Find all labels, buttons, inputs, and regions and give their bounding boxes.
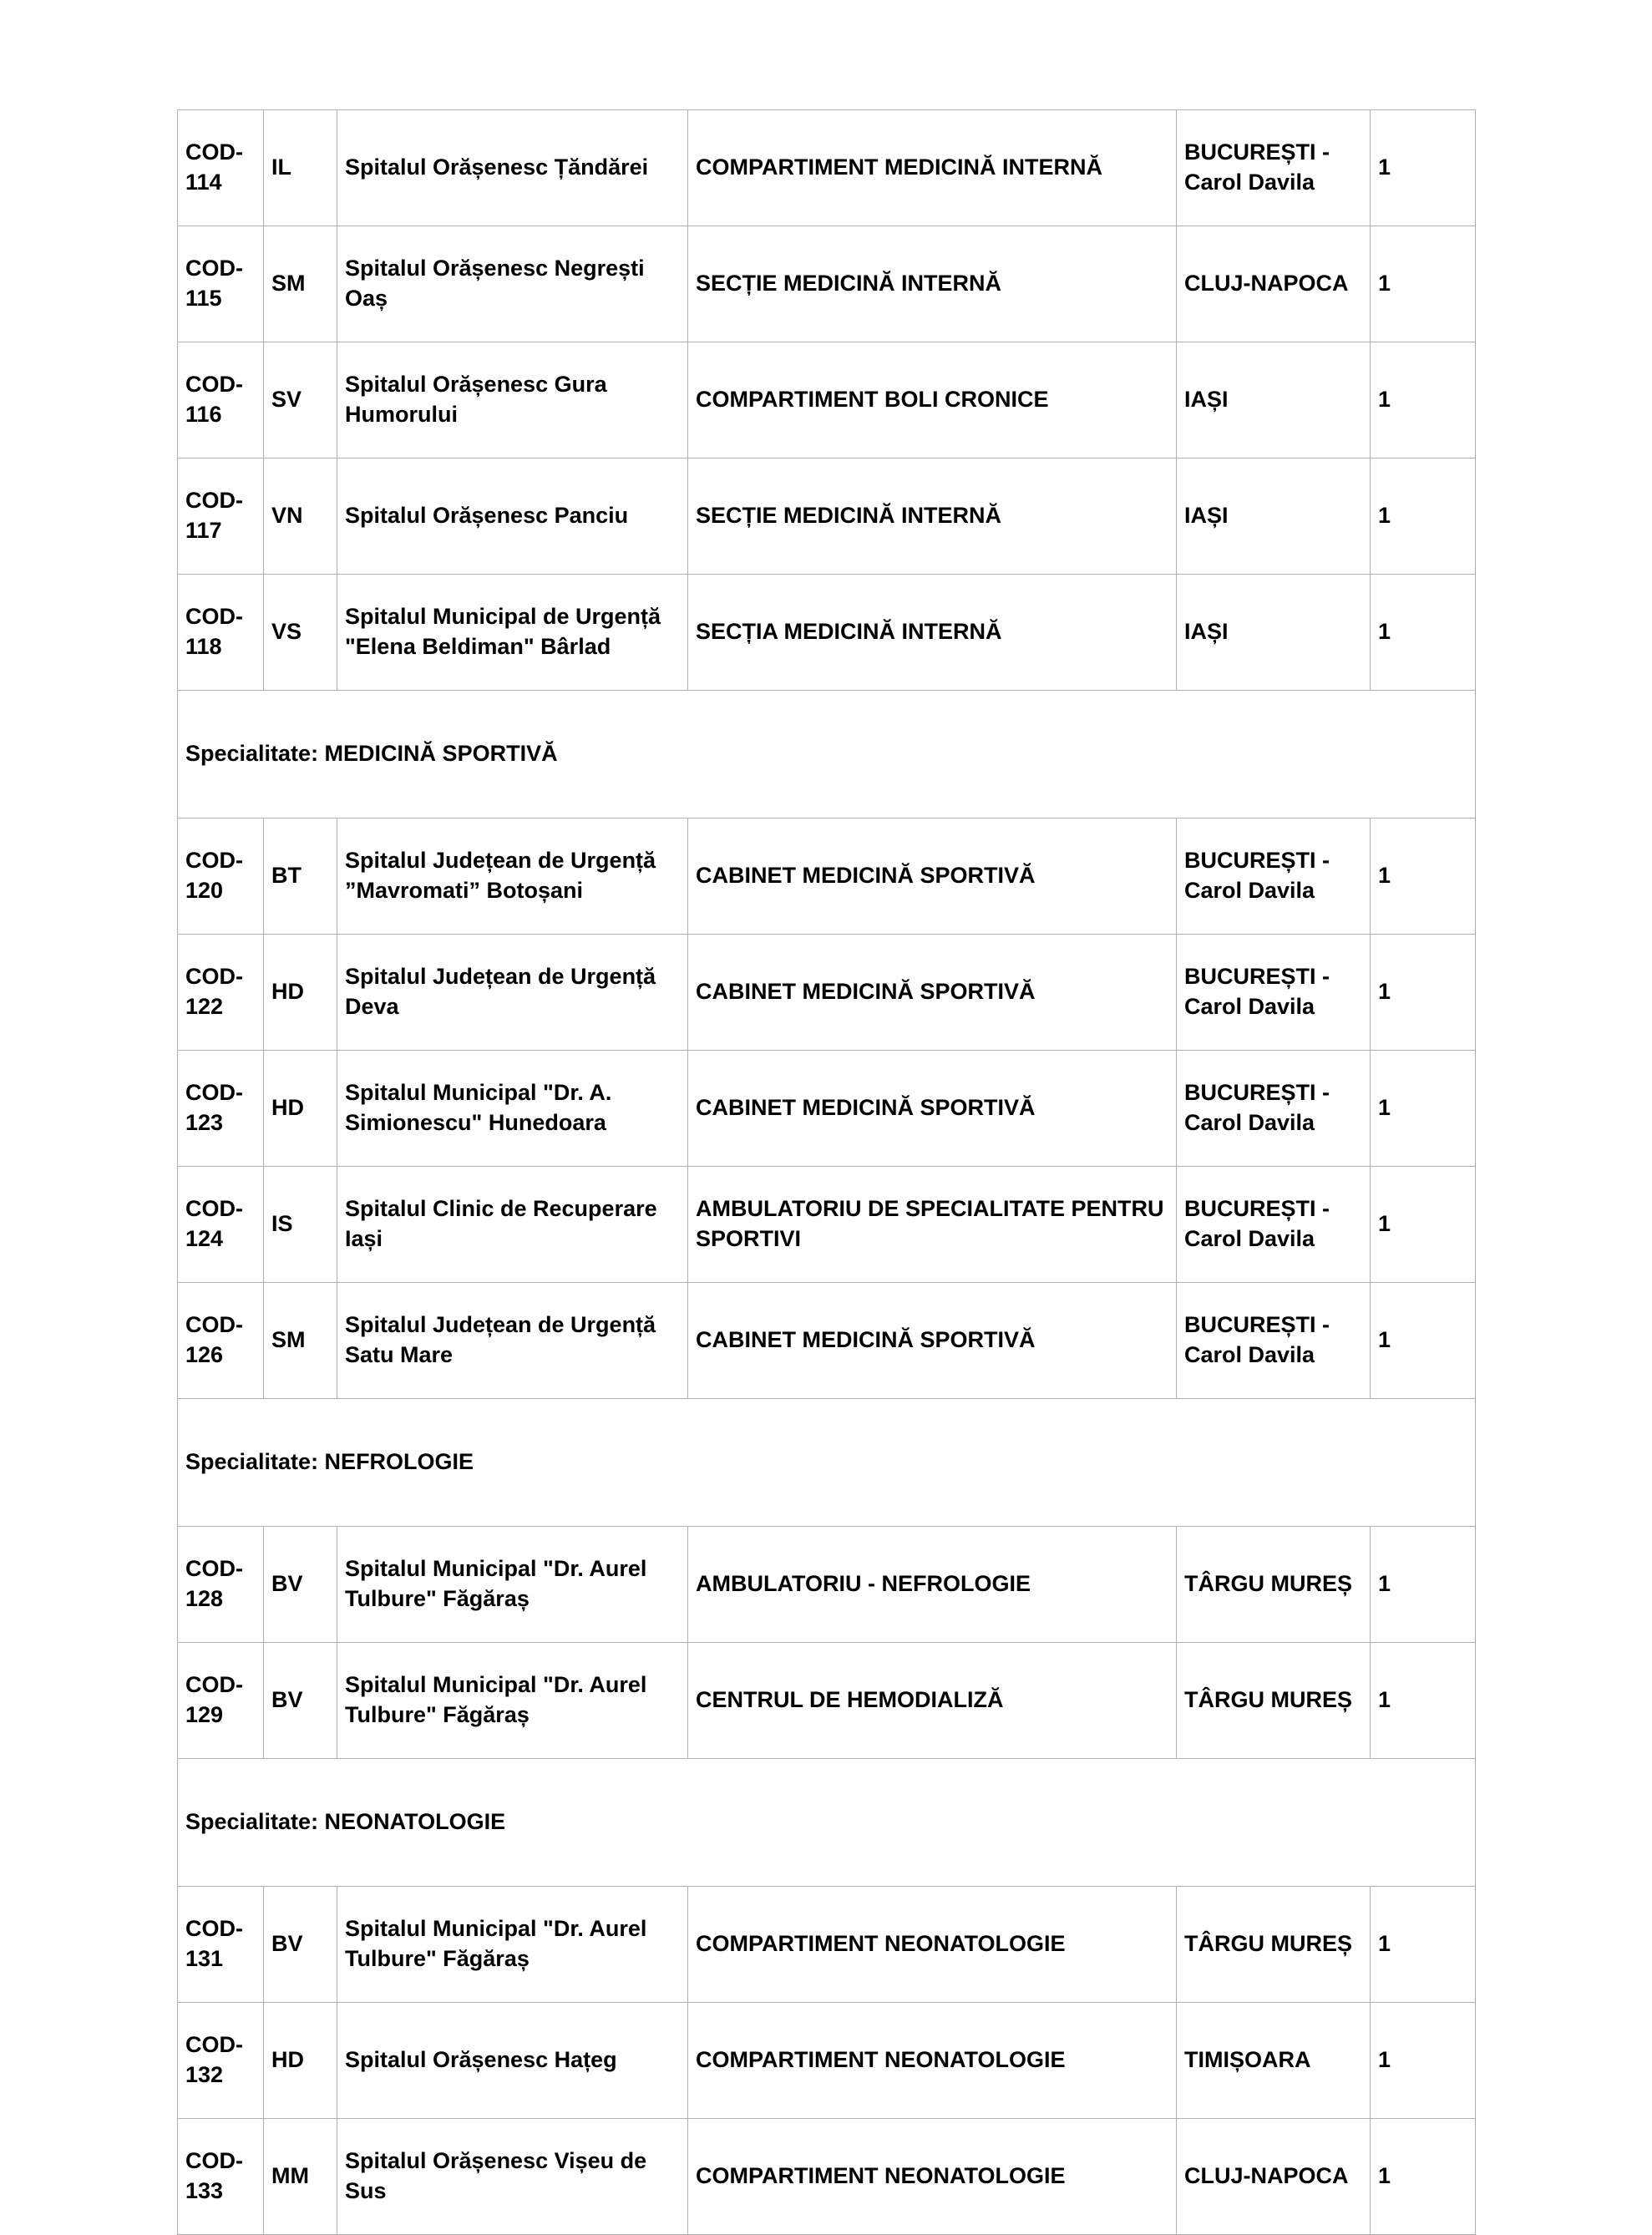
department-cell: CABINET MEDICINĂ SPORTIVĂ (688, 1283, 1177, 1399)
posts-cell: 1 (1371, 1527, 1476, 1643)
center-cell: BUCUREȘTI - Carol Davila (1177, 1167, 1371, 1283)
department-cell: COMPARTIMENT MEDICINĂ INTERNĂ (688, 110, 1177, 226)
hospital-cell: Spitalul Clinic de Recuperare Iași (337, 1167, 688, 1283)
posts-cell: 1 (1371, 575, 1476, 691)
code-cell: COD-128 (178, 1527, 264, 1643)
table-row (178, 1887, 1476, 2003)
county-cell: BV (264, 1887, 337, 2003)
hospital-cell: Spitalul Orășenesc Vișeu de Sus (337, 2119, 688, 2235)
table-row (178, 818, 1476, 935)
center-cell: IAȘI (1177, 575, 1371, 691)
table-row (178, 459, 1476, 575)
posts-cell: 1 (1371, 2119, 1476, 2235)
hospital-cell: Spitalul Județean de Urgență Satu Mare (337, 1283, 688, 1399)
posts-cell: 1 (1371, 342, 1476, 459)
department-cell: AMBULATORIU DE SPECIALITATE PENTRU SPORTIVI (688, 1167, 1177, 1283)
county-cell: BT (264, 818, 337, 935)
hospital-cell: Spitalul Municipal "Dr. Aurel Tulbure" Făgăraș (337, 1887, 688, 2003)
code-cell: COD-132 (178, 2003, 264, 2119)
hospital-cell: Spitalul Orășenesc Negrești Oaș (337, 226, 688, 342)
posts-cell: 1 (1371, 1643, 1476, 1759)
section-row (178, 1399, 1476, 1527)
hospital-cell: Spitalul Orășenesc Gura Humorului (337, 342, 688, 459)
posts-cell: 1 (1371, 2003, 1476, 2119)
specialty-heading: Specialitate: NEFROLOGIE (178, 1399, 1476, 1527)
county-cell: BV (264, 1643, 337, 1759)
posts-cell: 1 (1371, 935, 1476, 1051)
county-cell: MM (264, 2119, 337, 2235)
department-cell: AMBULATORIU - NEFROLOGIE (688, 1527, 1177, 1643)
department-cell: SECȚIE MEDICINĂ INTERNĂ (688, 459, 1177, 575)
hospital-cell: Spitalul Municipal "Dr. Aurel Tulbure" Făgăraș (337, 1643, 688, 1759)
posts-cell: 1 (1371, 1283, 1476, 1399)
county-cell: VN (264, 459, 337, 575)
code-cell: COD-115 (178, 226, 264, 342)
code-cell: COD-116 (178, 342, 264, 459)
hospital-cell: Spitalul Orășenesc Țăndărei (337, 110, 688, 226)
hospital-posts-table (177, 109, 1476, 2235)
table-row (178, 1051, 1476, 1167)
table-row (178, 110, 1476, 226)
county-cell: IS (264, 1167, 337, 1283)
center-cell: BUCUREȘTI - Carol Davila (1177, 818, 1371, 935)
posts-cell: 1 (1371, 818, 1476, 935)
code-cell: COD-133 (178, 2119, 264, 2235)
department-cell: CABINET MEDICINĂ SPORTIVĂ (688, 1051, 1177, 1167)
hospital-cell: Spitalul Județean de Urgență ”Mavromati” Botoșani (337, 818, 688, 935)
hospital-cell: Spitalul Județean de Urgență Deva (337, 935, 688, 1051)
hospital-cell: Spitalul Municipal de Urgență "Elena Beldiman" Bârlad (337, 575, 688, 691)
center-cell: CLUJ-NAPOCA (1177, 2119, 1371, 2235)
section-row (178, 1759, 1476, 1887)
code-cell: COD-131 (178, 1887, 264, 2003)
code-cell: COD-117 (178, 459, 264, 575)
county-cell: HD (264, 1051, 337, 1167)
posts-cell: 1 (1371, 459, 1476, 575)
center-cell: BUCUREȘTI - Carol Davila (1177, 1051, 1371, 1167)
table-row (178, 2119, 1476, 2235)
department-cell: SECȚIE MEDICINĂ INTERNĂ (688, 226, 1177, 342)
department-cell: CABINET MEDICINĂ SPORTIVĂ (688, 935, 1177, 1051)
county-cell: IL (264, 110, 337, 226)
department-cell: CENTRUL DE HEMODIALIZĂ (688, 1643, 1177, 1759)
center-cell: BUCUREȘTI - Carol Davila (1177, 935, 1371, 1051)
center-cell: TÂRGU MUREȘ (1177, 1887, 1371, 2003)
county-cell: SM (264, 1283, 337, 1399)
code-cell: COD-118 (178, 575, 264, 691)
department-cell: COMPARTIMENT BOLI CRONICE (688, 342, 1177, 459)
table-row (178, 1167, 1476, 1283)
hospital-cell: Spitalul Orășenesc Hațeg (337, 2003, 688, 2119)
center-cell: TÂRGU MUREȘ (1177, 1643, 1371, 1759)
table-row (178, 342, 1476, 459)
center-cell: BUCUREȘTI - Carol Davila (1177, 110, 1371, 226)
code-cell: COD-122 (178, 935, 264, 1051)
center-cell: CLUJ-NAPOCA (1177, 226, 1371, 342)
code-cell: COD-120 (178, 818, 264, 935)
table-row (178, 1643, 1476, 1759)
table-row (178, 575, 1476, 691)
code-cell: COD-114 (178, 110, 264, 226)
specialty-heading: Specialitate: NEONATOLOGIE (178, 1759, 1476, 1887)
code-cell: COD-124 (178, 1167, 264, 1283)
county-cell: HD (264, 2003, 337, 2119)
code-cell: COD-126 (178, 1283, 264, 1399)
posts-cell: 1 (1371, 1167, 1476, 1283)
center-cell: BUCUREȘTI - Carol Davila (1177, 1283, 1371, 1399)
table-row (178, 226, 1476, 342)
hospital-cell: Spitalul Municipal "Dr. Aurel Tulbure" Făgăraș (337, 1527, 688, 1643)
department-cell: SECȚIA MEDICINĂ INTERNĂ (688, 575, 1177, 691)
county-cell: SM (264, 226, 337, 342)
table-row (178, 1527, 1476, 1643)
department-cell: COMPARTIMENT NEONATOLOGIE (688, 2003, 1177, 2119)
section-row (178, 691, 1476, 818)
center-cell: TÂRGU MUREȘ (1177, 1527, 1371, 1643)
table-row (178, 2003, 1476, 2119)
posts-cell: 1 (1371, 1887, 1476, 2003)
posts-cell: 1 (1371, 226, 1476, 342)
county-cell: VS (264, 575, 337, 691)
county-cell: SV (264, 342, 337, 459)
code-cell: COD-123 (178, 1051, 264, 1167)
posts-cell: 1 (1371, 110, 1476, 226)
posts-cell: 1 (1371, 1051, 1476, 1167)
county-cell: BV (264, 1527, 337, 1643)
center-cell: IAȘI (1177, 459, 1371, 575)
table-row (178, 1283, 1476, 1399)
department-cell: COMPARTIMENT NEONATOLOGIE (688, 1887, 1177, 2003)
center-cell: TIMIȘOARA (1177, 2003, 1371, 2119)
hospital-cell: Spitalul Municipal "Dr. A. Simionescu" Hunedoara (337, 1051, 688, 1167)
specialty-heading: Specialitate: MEDICINĂ SPORTIVĂ (178, 691, 1476, 818)
table-row (178, 935, 1476, 1051)
hospital-cell: Spitalul Orășenesc Panciu (337, 459, 688, 575)
county-cell: HD (264, 935, 337, 1051)
department-cell: CABINET MEDICINĂ SPORTIVĂ (688, 818, 1177, 935)
code-cell: COD-129 (178, 1643, 264, 1759)
department-cell: COMPARTIMENT NEONATOLOGIE (688, 2119, 1177, 2235)
center-cell: IAȘI (1177, 342, 1371, 459)
